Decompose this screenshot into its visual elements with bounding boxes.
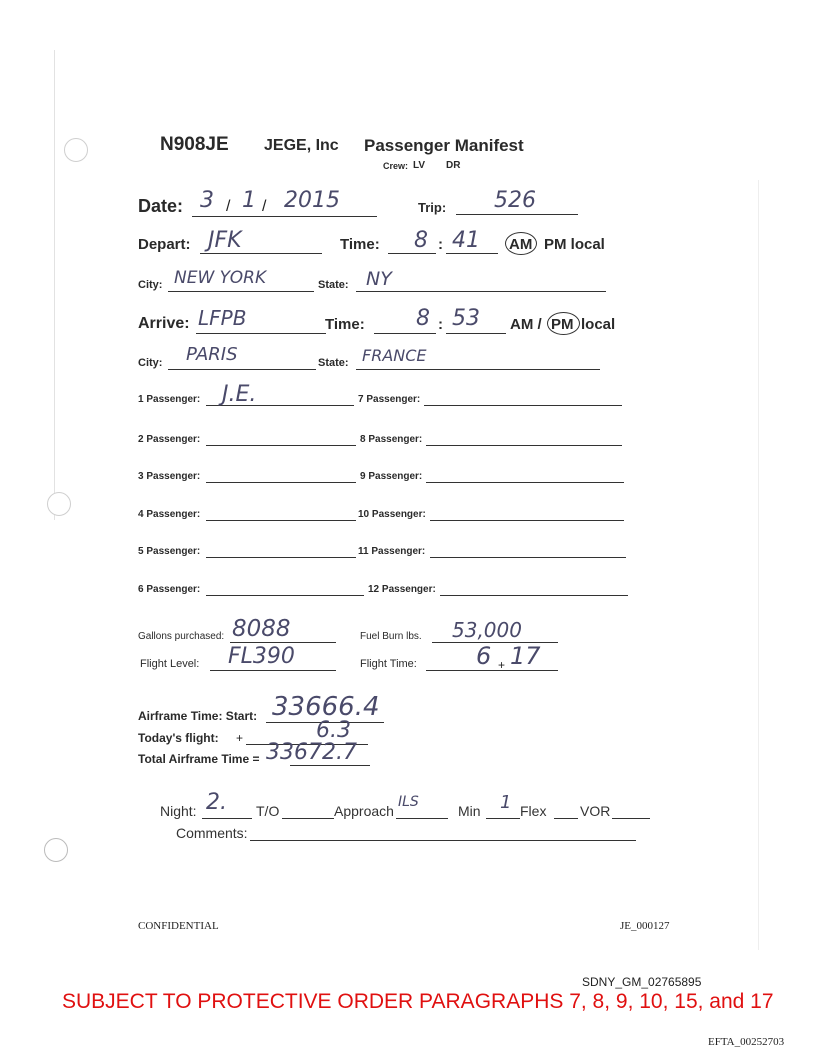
airframe-start-value: 33666.4 bbox=[272, 692, 380, 722]
passenger-8-line bbox=[426, 445, 622, 446]
depart-city-line bbox=[168, 291, 314, 292]
passenger-11-line bbox=[430, 557, 626, 558]
min-line bbox=[486, 818, 520, 819]
date-slash-2: / bbox=[262, 198, 267, 215]
depart-state-label: State: bbox=[318, 279, 349, 291]
flight-time-label: Flight Time: bbox=[360, 658, 417, 670]
confidential-stamp: CONFIDENTIAL bbox=[138, 920, 219, 932]
approach-label: Approach bbox=[334, 803, 394, 819]
total-airframe-value: 33672.7 bbox=[266, 740, 357, 765]
arrive-city: PARIS bbox=[186, 344, 238, 365]
passenger-9-label: 9 Passenger: bbox=[360, 471, 423, 482]
flex-label: Flex bbox=[520, 803, 547, 819]
passenger-12-line bbox=[440, 595, 628, 596]
passenger-4-label: 4 Passenger: bbox=[138, 509, 201, 520]
date-slash-1: / bbox=[226, 198, 231, 215]
page-title: Passenger Manifest bbox=[364, 136, 524, 155]
arrive-hour-line bbox=[374, 333, 436, 334]
bates-number-sdny: SDNY_GM_02765895 bbox=[582, 975, 702, 989]
vor-line bbox=[612, 818, 650, 819]
passenger-3-label: 3 Passenger: bbox=[138, 471, 201, 482]
airframe-start-label: Airframe Time: Start: bbox=[138, 709, 258, 723]
arrive-colon: : bbox=[438, 316, 443, 333]
date-month: 3 bbox=[200, 188, 214, 213]
binder-edge bbox=[54, 50, 55, 520]
protective-order-notice: SUBJECT TO PROTECTIVE ORDER PARAGRAPHS 7, 8, 9, 10, 15, and 17 bbox=[62, 990, 774, 1013]
passenger-1-label: 1 Passenger: bbox=[138, 394, 201, 405]
crew-label: Crew: bbox=[383, 161, 409, 171]
min-label: Min bbox=[458, 803, 481, 819]
passenger-12-label: 12 Passenger: bbox=[368, 584, 436, 595]
page-edge bbox=[758, 180, 759, 950]
date-day: 1 bbox=[242, 188, 256, 213]
depart-city-label: City: bbox=[138, 279, 163, 291]
trip-number: 526 bbox=[494, 188, 536, 213]
depart-min-line bbox=[446, 253, 498, 254]
flight-level-line bbox=[210, 670, 336, 671]
flight-level-value: FL390 bbox=[228, 644, 295, 669]
company-name: JEGE, Inc bbox=[264, 137, 339, 154]
arrive-line bbox=[196, 333, 326, 334]
arrive-state: FRANCE bbox=[362, 346, 427, 365]
passenger-3-line bbox=[206, 482, 356, 483]
date-year: 2015 bbox=[284, 188, 340, 213]
takeoff-label: T/O bbox=[256, 803, 280, 819]
min-value: 1 bbox=[500, 792, 512, 813]
passenger-1-name: J.E. bbox=[222, 382, 257, 407]
depart-colon: : bbox=[438, 236, 443, 253]
arrive-city-line bbox=[168, 369, 316, 370]
comments-label: Comments: bbox=[176, 825, 248, 841]
punch-hole-top bbox=[64, 138, 88, 162]
punch-hole-bottom bbox=[44, 838, 68, 862]
depart-am: AM bbox=[509, 236, 533, 253]
passenger-5-label: 5 Passenger: bbox=[138, 546, 201, 557]
arrive-state-label: State: bbox=[318, 357, 349, 369]
flight-time-minutes: 17 bbox=[510, 642, 541, 670]
arrive-hour: 8 bbox=[416, 306, 430, 331]
total-airframe-line bbox=[290, 765, 370, 766]
depart-state-line bbox=[356, 291, 606, 292]
passenger-7-line bbox=[424, 405, 622, 406]
passenger-11-label: 11 Passenger: bbox=[358, 546, 426, 557]
gallons-value: 8088 bbox=[232, 616, 291, 642]
passenger-2-label: 2 Passenger: bbox=[138, 434, 201, 445]
depart-airport: JFK bbox=[208, 228, 242, 253]
flight-level-label: Flight Level: bbox=[140, 658, 200, 670]
passenger-4-line bbox=[206, 520, 356, 521]
arrive-label: Arrive: bbox=[138, 315, 190, 332]
date-label: Date: bbox=[138, 196, 184, 216]
passenger-9-line bbox=[426, 482, 624, 483]
todays-flight-plus: + bbox=[236, 731, 244, 745]
todays-flight-value: 6.3 bbox=[316, 718, 351, 743]
arrive-local: local bbox=[581, 316, 616, 333]
date-line bbox=[192, 216, 377, 217]
passenger-7-label: 7 Passenger: bbox=[358, 394, 421, 405]
depart-minute: 41 bbox=[452, 228, 480, 253]
vor-label: VOR bbox=[580, 803, 611, 819]
tail-number: N908JE bbox=[160, 134, 229, 155]
depart-state: NY bbox=[366, 268, 392, 290]
arrive-am: AM / bbox=[510, 316, 542, 333]
approach-value: ILS bbox=[398, 794, 419, 810]
trip-label: Trip: bbox=[418, 200, 447, 215]
flight-time-plus: + bbox=[498, 658, 506, 672]
depart-pm-local: PM local bbox=[544, 236, 605, 253]
arrive-min-line bbox=[446, 333, 506, 334]
crew-2: DR bbox=[446, 160, 461, 171]
depart-label: Depart: bbox=[138, 236, 191, 253]
depart-city: NEW YORK bbox=[174, 268, 267, 288]
bates-number-je: JE_000127 bbox=[620, 920, 670, 932]
night-label: Night: bbox=[160, 803, 197, 819]
flight-time-hours: 6 bbox=[476, 642, 492, 670]
approach-line bbox=[396, 818, 448, 819]
fuel-burn-label: Fuel Burn lbs. bbox=[360, 631, 422, 642]
arrive-airport: LFPB bbox=[198, 306, 247, 330]
depart-hour-line bbox=[388, 253, 436, 254]
arrive-pm: PM bbox=[551, 316, 574, 333]
passenger-6-label: 6 Passenger: bbox=[138, 584, 201, 595]
arrive-time-label: Time: bbox=[325, 316, 365, 333]
passenger-6-line bbox=[206, 595, 364, 596]
passenger-10-line bbox=[430, 520, 624, 521]
arrive-state-line bbox=[356, 369, 600, 370]
trip-line bbox=[456, 214, 578, 215]
night-value: 2. bbox=[206, 790, 227, 815]
punch-hole-middle bbox=[47, 492, 71, 516]
arrive-minute: 53 bbox=[452, 306, 480, 331]
passenger-8-label: 8 Passenger: bbox=[360, 434, 423, 445]
comments-line bbox=[250, 840, 636, 841]
depart-line bbox=[200, 253, 322, 254]
night-line bbox=[202, 818, 252, 819]
passenger-5-line bbox=[206, 557, 356, 558]
todays-flight-label: Today's flight: bbox=[138, 731, 219, 745]
arrive-city-label: City: bbox=[138, 357, 163, 369]
depart-hour: 8 bbox=[414, 228, 428, 253]
takeoff-line bbox=[282, 818, 334, 819]
depart-time-label: Time: bbox=[340, 236, 380, 253]
passenger-2-line bbox=[206, 445, 356, 446]
passenger-10-label: 10 Passenger: bbox=[358, 509, 426, 520]
efta-number: EFTA_00252703 bbox=[708, 1036, 785, 1048]
crew-1: LV bbox=[413, 160, 426, 171]
gallons-line bbox=[230, 642, 336, 643]
total-airframe-label: Total Airframe Time = bbox=[138, 752, 260, 766]
flex-line bbox=[554, 818, 578, 819]
fuel-burn-value: 53,000 bbox=[452, 618, 522, 642]
gallons-label: Gallons purchased: bbox=[138, 631, 225, 642]
flight-time-line bbox=[426, 670, 558, 671]
